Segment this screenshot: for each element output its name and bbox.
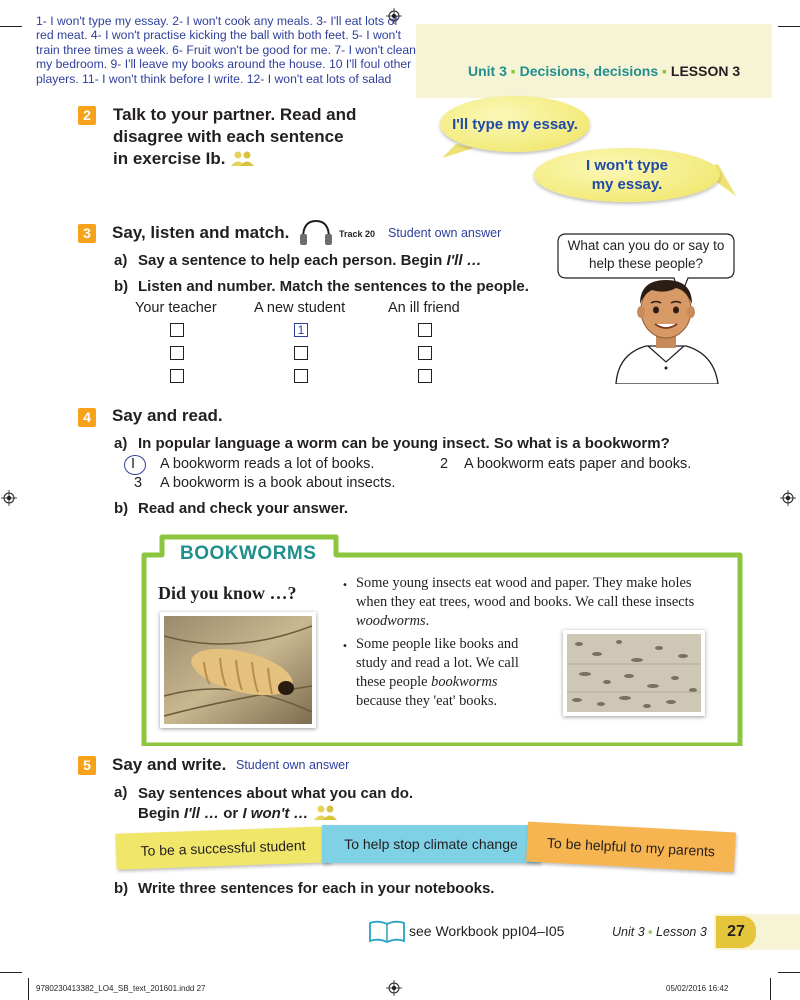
exercise-3a-label: a) xyxy=(114,252,128,269)
answer-box[interactable] xyxy=(294,369,308,383)
answer-box[interactable] xyxy=(170,346,184,360)
exercise-5a-line: Begin I'll … or I won't … xyxy=(138,804,413,824)
workbook-reference: see Workbook ppI04–I05 xyxy=(409,923,565,939)
registration-mark-icon xyxy=(1,490,17,506)
lesson-label: LESSON 3 xyxy=(670,63,741,79)
bullet-line: these people bookworms xyxy=(356,674,498,690)
bookworm-damage-photo-image xyxy=(567,634,701,712)
footer-unit-lesson: Unit 3 ▪ Lesson 3 xyxy=(612,925,707,939)
crop-mark xyxy=(778,26,800,27)
exercise-3-title: Say, listen and match. xyxy=(112,223,290,242)
pair-work-icon xyxy=(313,804,339,820)
boy-illustration xyxy=(606,272,726,384)
exercise-3-number: 3 xyxy=(78,224,96,243)
exercise-4-number: 4 xyxy=(78,408,96,427)
exercise-5-title: Say and write. xyxy=(112,755,227,774)
answer-box[interactable] xyxy=(418,323,432,337)
registration-mark-icon xyxy=(386,980,402,996)
exercise-4-title: Say and read. xyxy=(112,406,223,425)
headphones-icon xyxy=(298,218,334,246)
student-answer-note: Student own answer xyxy=(236,758,350,772)
bookworms-bullet-1: • Some young insects eat wood and paper. They make holes when they eat trees, wood and books. We call these insects woodworms. xyxy=(342,575,695,629)
student-answer-note: Student own answer xyxy=(388,226,502,240)
workbook-icon xyxy=(368,920,406,944)
pair-work-icon xyxy=(230,150,256,166)
bubble-line: I won't type xyxy=(586,157,668,174)
bubble-line: my essay. xyxy=(591,176,663,193)
answer-key-note: 1- I won't type my essay. 2- I won't cook any meals. 3- I'll eat lots of red meat. 4- I won't practise kicking the ball with both feet. 5- I won't train three times a week. 6- Fruit won't be good for me. 7- I won't clean my bedroom. 9- I'll leave my books around the house. 10 I'll foul other players. 11- I won't think before I write. 12- I won't eat lots of salad xyxy=(36,14,416,86)
exercise-4a-label: a) xyxy=(114,435,128,452)
tag-climate-change: To help stop climate change xyxy=(322,825,540,863)
answer-box-filled[interactable]: 1 xyxy=(294,323,308,337)
crop-mark xyxy=(0,972,22,973)
exercise-5a-label: a) xyxy=(114,784,128,801)
bullet-line: because they 'eat' books. xyxy=(356,693,498,709)
crop-mark xyxy=(28,978,29,1000)
exercise-4a-text: In popular language a worm can be young insect. So what is a bookworm? xyxy=(138,435,670,452)
speech-text: What can you do or say to help these people? xyxy=(567,238,725,271)
unit-header: Unit 3 ▪ Decisions, decisions ▪ LESSON 3 xyxy=(468,63,741,79)
column-header: Your teacher xyxy=(135,300,217,316)
crop-mark xyxy=(0,26,22,27)
option-number: 2 xyxy=(440,456,449,472)
bookworms-bullet-2: • Some people like books and study and read a lot. We call these people bookworms because they 'eat' books. xyxy=(342,635,542,711)
unit-title: Decisions, decisions xyxy=(519,63,659,79)
exercise-2-line: Talk to your partner. Read and xyxy=(113,105,357,124)
crop-mark xyxy=(770,978,771,1000)
exercise-5b-label: b) xyxy=(114,880,129,897)
exercise-5a-text xyxy=(138,784,413,824)
answer-box[interactable] xyxy=(294,346,308,360)
exercise-2-number: 2 xyxy=(78,106,96,125)
option-text[interactable]: A bookworm is a book about insects. xyxy=(160,475,396,491)
option-text[interactable]: A bookworm reads a lot of books. xyxy=(160,456,375,472)
speech-bubble-wont-type xyxy=(534,148,720,202)
exercise-2-instructions xyxy=(113,104,356,170)
woodworm-photo-image xyxy=(164,616,312,724)
tag-helpful-parents: To be helpful to my parents xyxy=(526,822,736,873)
exercise-4b-label: b) xyxy=(114,500,129,517)
exercise-5-number: 5 xyxy=(78,756,96,775)
unit-label: Unit 3 xyxy=(468,63,507,79)
bullet-line: study and read a lot. We call xyxy=(356,655,519,671)
exercise-5a-line: Say sentences about what you can do. xyxy=(138,785,414,802)
exercise-2-line: in exercise Ib. xyxy=(113,148,356,170)
crop-mark xyxy=(778,972,800,973)
page-number: 27 xyxy=(716,916,756,948)
track-label: Track 20 xyxy=(339,229,376,239)
exercise-3b-text: Listen and number. Match the sentences to the people. xyxy=(138,278,529,295)
speech-bubble-ill-type: I'll type my essay. xyxy=(440,96,590,152)
woodworm-photo xyxy=(160,612,316,728)
column-header: An ill friend xyxy=(388,300,460,316)
print-date-info: 05/02/2016 16:42 xyxy=(666,984,729,993)
option-number: 3 xyxy=(134,475,143,491)
bullet-line: Some people like books and xyxy=(356,636,519,652)
header-band xyxy=(416,24,772,98)
bookworm-damage-photo xyxy=(563,630,705,716)
exercise-3a-text: Say a sentence to help each person. Begin I'll … xyxy=(138,252,482,269)
tag-successful-student: To be a successful student xyxy=(115,826,330,869)
did-you-know: Did you know …? xyxy=(158,583,297,603)
answer-box[interactable] xyxy=(170,323,184,337)
exercise-4b-text: Read and check your answer. xyxy=(138,500,349,517)
exercise-3b-label: b) xyxy=(114,278,129,295)
registration-mark-icon xyxy=(780,490,796,506)
option-text[interactable]: A bookworm eats paper and books. xyxy=(464,456,692,472)
print-file-info: 9780230413382_LO4_SB_text_201601.indd 27 xyxy=(36,984,206,993)
column-header: A new student xyxy=(254,300,346,316)
option-number: I xyxy=(131,456,136,472)
answer-box[interactable] xyxy=(170,369,184,383)
exercise-2-line: disagree with each sentence xyxy=(113,127,344,146)
exercise-5b-text: Write three sentences for each in your notebooks. xyxy=(138,880,495,897)
answer-box[interactable] xyxy=(418,369,432,383)
bookworms-title: BOOKWORMS xyxy=(180,543,317,564)
answer-box[interactable] xyxy=(418,346,432,360)
